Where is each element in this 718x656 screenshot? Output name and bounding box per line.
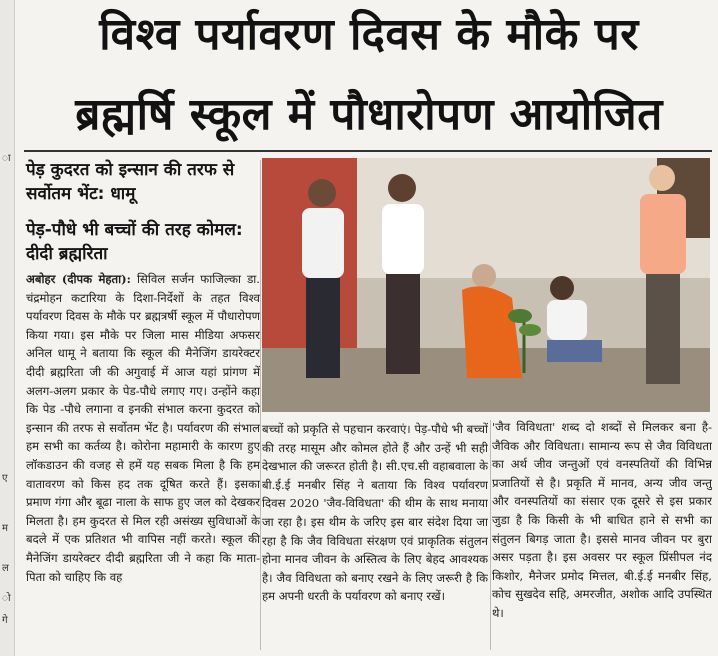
- headline-line-1: विश्व पर्यावरण दिवस के मौके पर: [99, 9, 639, 60]
- article-column-2: बच्चों को प्रकृति से पहचान करवाएं। पेड़-पौधे भी बच्चों की तरह मासूम और कोमल होते हैं और उन्हें भी सही देखभाल की जरूरत होती है। सी.एच.सी वहाबवाला के बी.ई.ई मनबीर सिंह ने बताया कि विश्व पर्यावरण दिवस 2020 'जैव-विविधता' की थीम के साथ मनाया जा रहा है। इस थीम के जरिए इस बार संदेश दिया जा रहा है कि जैव विविधता संरक्षण एवं प्राकृतिक संतुलन होना मानव जीवन के अस्तित्व के लिए बेहद आवश्यक है। जैव विविधता को बनाए रखने के लिए जरूरी है कि हम अपनी धरती के पर्यावरण को बनाए रखें।: [262, 422, 488, 604]
- subheadline-2: पेड़-पौधे भी बच्चों की तरह कोमल: दीदी ब्रह्मरिता: [26, 220, 243, 264]
- column-divider: [260, 160, 261, 650]
- article-column-1: [26, 270, 260, 650]
- article-column-1-text: सिविल सर्जन फाजिल्का डा. चंद्रमोहन कटारिया के दिशा-निर्देशों के तहत विश्व पर्यावरण दिवस के मौके पर ब्रह्मत्रर्षी स्कूल में पौधारोपण किया गया। इस मौके पर जिला मास मीडिया अफसर अनिल धामू ने बताया कि स्कूल की मैनेजिंग डायरेक्टर दीदी ब्रह्मरिता जी की अगुवाई में आज यहां प्रांगण में अलग-अलग प्रकार के पेड-पौधे लगाए गए। उन्होंने कहा कि पेड -पौधे लगाना व इनकी संभाल करना कुदरत को इन्सान की तरफ से सर्वोतम भेंट है। पर्यावरण की संभाल हम सभी का कर्तव्य है। कोरोना महामारी के कारण हुए लॉकडाउन की वजह से हमें यह सबक मिला है कि हम वातावरण को किस हद तक दूषित करते हैं। इसका प्रमाण गंगा और बूढा नाला के साफ हुए जल को देखकर मिलता है। हम कुदरत से मिल रही असंख्य सुविधाओं के बदले में एक प्रतिशत भी वापिस नहीं करते। स्कूल की मैनेजिंग डायरेक्टर दीदी ब्रह्मरिता जी ने कहा कि माता-पिता को चाहिए कि वह: [26, 272, 260, 584]
- article-column-3: 'जैव विविधता' शब्द दो शब्दों से मिलकर बना है- जैविक और विविधता। सामान्य रूप से जैव विविधता का अर्थ जीव जन्तुओं एवं वनस्पतियों की विभिन्न प्रजातियों से है। प्रकृति में मानव, अन्य जीव जन्तु और वनस्पतियों का संसार एक दूसरे से इस प्रकार जुडा है कि किसी के भी बाधित हाने से सभी का संतुलन बिगड़ जाता है। इससे मानव जीवन पर बुरा असर पड़ता है। इस अवसर पर स्कूल प्रिंसीपल नंद किशोर, मैनेजर प्रमोद मित्तल, बी.ई.ई मनबीर सिंह, कोच सुखदेव सहि, अमरजीत, अशोक आदि उपस्थित थे।: [492, 420, 712, 620]
- headline-line-2: ब्रह्मर्षि स्कूल में पौधारोपण आयोजित: [75, 89, 663, 140]
- tree-planting-photo-illustration: [262, 158, 710, 412]
- column-divider: [490, 420, 491, 650]
- adjacent-column-edge: ा ए म ल ो गे: [0, 0, 15, 656]
- news-photo: [262, 158, 710, 412]
- headline-rule: [24, 150, 712, 152]
- dateline: अबोहर (दीपक मेहता):: [26, 272, 131, 286]
- subheadline-1: पेड़ कुदरत को इन्सान की तरफ से सर्वोतम भेंट: धामू: [26, 160, 235, 204]
